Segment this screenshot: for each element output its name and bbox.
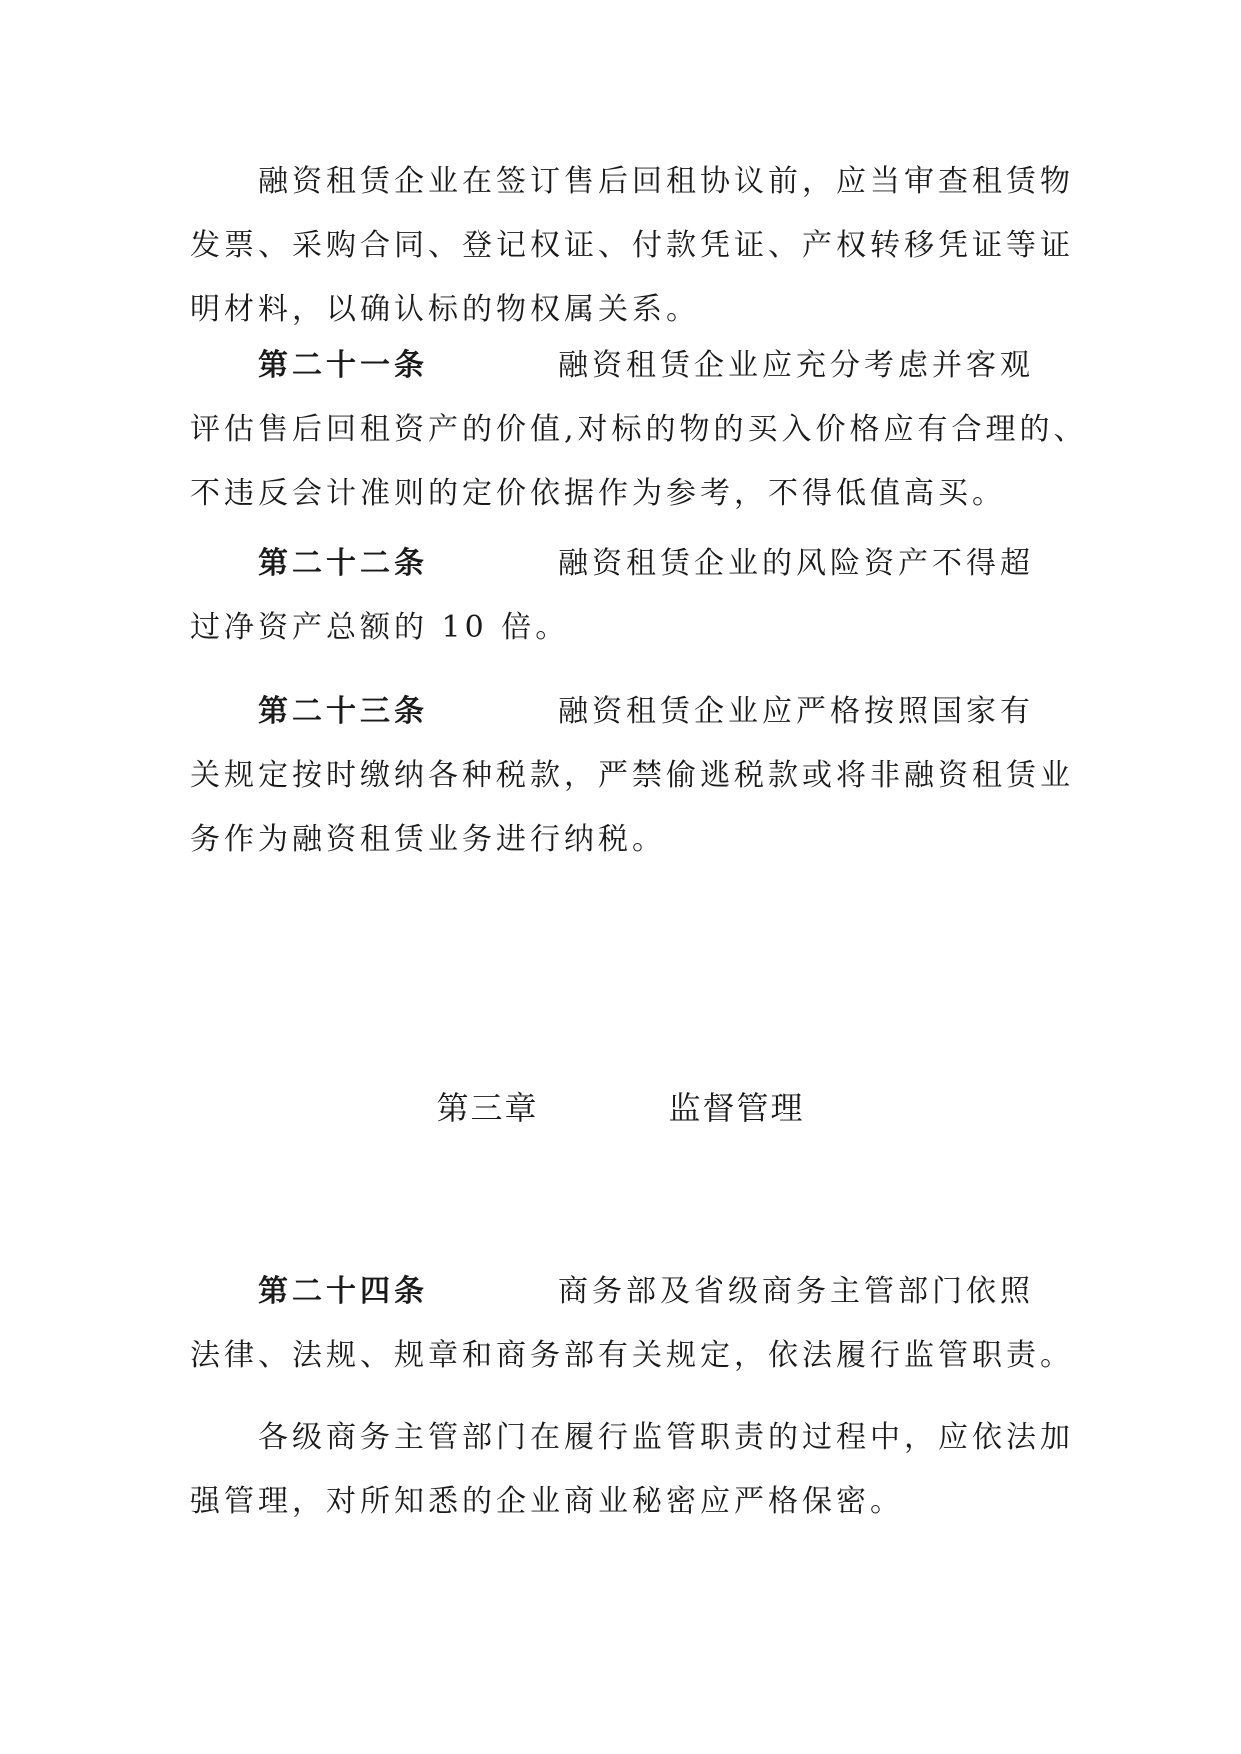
article-number: 第二十四条: [258, 1274, 428, 1309]
article-head: [190, 532, 1070, 596]
text-line: 评估售后回租资产的价值,对标的物的买入价格应有合理的、: [190, 412, 1088, 447]
text-line: 关规定按时缴纳各种税款，严禁偷逃税款或将非融资租赁业: [190, 758, 1074, 793]
chapter-title: 监督管理: [668, 1089, 805, 1127]
chapter-heading: [0, 1083, 1241, 1129]
text-line: 融资租赁企业应严格按照国家有: [558, 694, 1034, 729]
paragraph-leaseback-review: [190, 150, 1074, 342]
text-line: 商务部及省级商务主管部门依照: [558, 1274, 1034, 1309]
text-line: 融资租赁企业在签订售后回租协议前，应当审查租赁物: [258, 164, 1074, 199]
text-line: 法律、法规、规章和商务部有关规定，依法履行监管职责。: [190, 1338, 1074, 1373]
text-line: 强管理，对所知悉的企业商业秘密应严格保密。: [190, 1484, 904, 1519]
article-number: 第二十三条: [258, 694, 428, 729]
article-22: [190, 532, 1070, 660]
article-head: [190, 334, 1070, 398]
article-head: [190, 1260, 1070, 1324]
article-24: [190, 1260, 1074, 1388]
text-line: 务作为融资租赁业务进行纳税。: [190, 822, 666, 857]
text-line: 融资租赁企业的风险资产不得超: [558, 546, 1034, 581]
chapter-number: 第三章: [436, 1089, 539, 1127]
text-line: 过净资产总额的 10 倍。: [190, 610, 570, 645]
article-number: 第二十一条: [258, 348, 428, 383]
article-23: [190, 680, 1074, 872]
article-head: [190, 680, 1070, 744]
text-line: 发票、采购合同、登记权证、付款凭证、产权转移凭证等证: [190, 228, 1074, 263]
text-line: 各级商务主管部门在履行监管职责的过程中，应依法加: [258, 1420, 1074, 1455]
paragraph-confidentiality: [190, 1406, 1074, 1534]
article-number: 第二十二条: [258, 546, 428, 581]
text-line: 融资租赁企业应充分考虑并客观: [558, 348, 1034, 383]
text-line: 不违反会计准则的定价依据作为参考，不得低值高买。: [190, 476, 1006, 511]
article-21: [190, 334, 1088, 526]
text-line: 明材料，以确认标的物权属关系。: [190, 292, 700, 327]
